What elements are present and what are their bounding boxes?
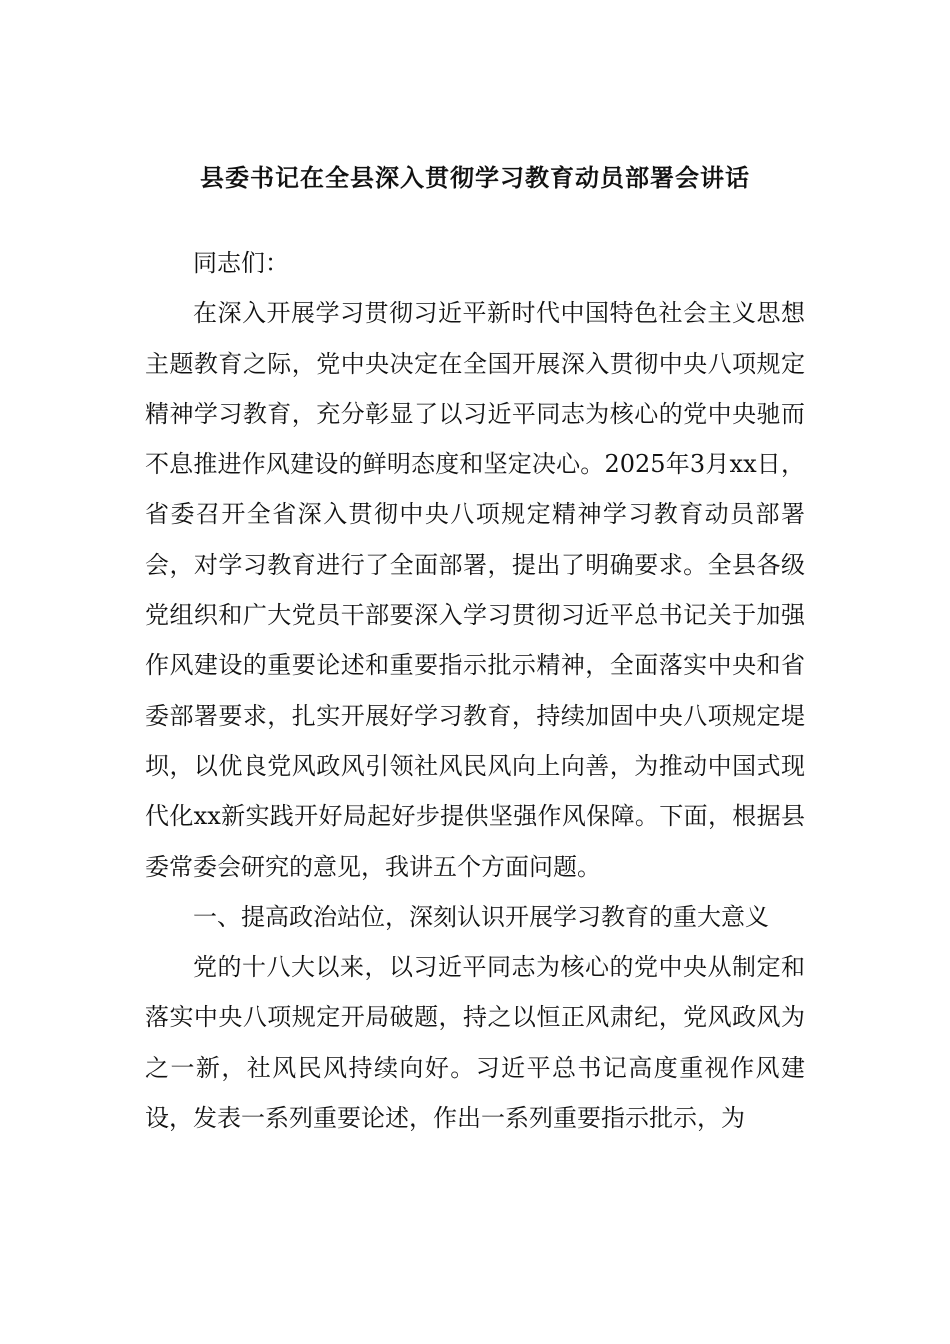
salutation: 同志们：	[193, 249, 289, 277]
document-title: 县委书记在全县深入贯彻学习教育动员部署会讲话	[200, 163, 750, 192]
section-paragraph: 党的十八大以来，以习近平同志为核心的党中央从制定和落实中央八项规定开局破题，持之以恒正风肃纪，党风政风为之一新，社风民风持续向好。习近平总书记高度重视作风建设，发表一系列重要论述，作出一系列重要指示批示，为	[145, 953, 805, 1133]
section-heading: 一、提高政治站位，深刻认识开展学习教育的重大意义	[193, 902, 769, 931]
intro-paragraph: 在深入开展学习贯彻习近平新时代中国特色社会主义思想主题教育之际，党中央决定在全国开展深入贯彻中央八项规定精神学习教育，充分彰显了以习近平同志为核心的党中央驰而不息推进作风建设的鲜明态度和坚定决心。2025年3月xx日，省委召开全省深入贯彻中央八项规定精神学习教育动员部署会，对学习教育进行了全面部署，提出了明确要求。全县各级党组织和广大党员干部要深入学习贯彻习近平总书记关于加强作风建设的重要论述和重要指示批示精神，全面落实中央和省委部署要求，扎实开展好学习教育，持续加固中央八项规定堤坝，以优良党风政风引领社风民风向上向善，为推动中国式现代化xx新实践开好局起好步提供坚强作风保障。下面，根据县委常委会研究的意见，我讲五个方面问题。	[145, 299, 805, 881]
document-body	[145, 238, 805, 1143]
